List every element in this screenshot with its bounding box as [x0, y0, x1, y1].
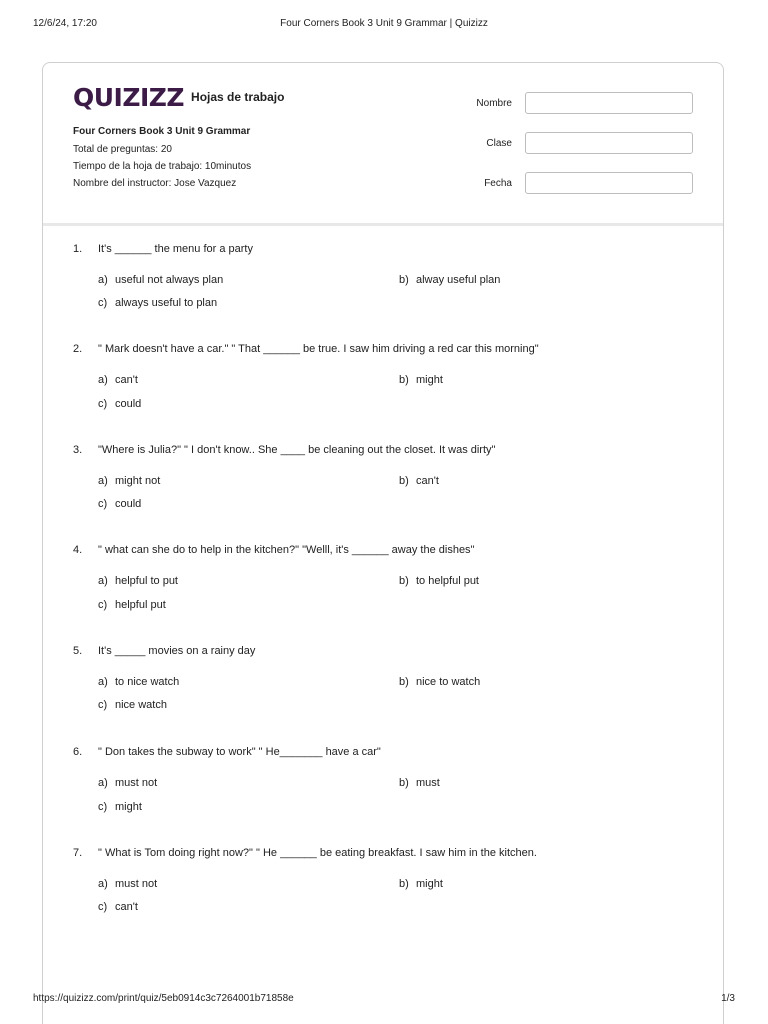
question-item: [73, 444, 693, 534]
print-footer: [33, 993, 735, 1007]
question-number: 3.: [73, 444, 83, 456]
class-input[interactable]: [525, 132, 693, 154]
question-number: 1.: [73, 243, 83, 255]
answer-option: a) must not: [98, 777, 158, 789]
question-item: [73, 544, 693, 634]
question-number: 2.: [73, 343, 83, 355]
quiz-title: Four Corners Book 3 Unit 9 Grammar: [73, 126, 251, 137]
answer-option: b) might: [399, 878, 443, 890]
page-number: 1/3: [721, 993, 735, 1004]
answer-option: c) helpful put: [98, 599, 166, 611]
answer-option: c) always useful to plan: [98, 297, 218, 309]
question-text: " Mark doesn't have a car." " That ______ be true. I saw him driving a red car this morning": [98, 343, 539, 355]
answer-option: a) helpful to put: [98, 575, 178, 587]
instructor-name: Nombre del instructor: Jose Vazquez: [73, 178, 237, 189]
question-item: [73, 645, 693, 735]
question-text: "Where is Julia?" " I don't know.. She ____ be cleaning out the closet. It was dirty": [98, 444, 496, 456]
worksheet-time: Tiempo de la hoja de trabajo: 10minutos: [73, 161, 252, 172]
name-field: [476, 91, 693, 115]
logo-wordmark: QUIZIZZ: [73, 82, 185, 112]
worksheet-header: [43, 63, 723, 226]
class-field: [486, 131, 693, 155]
answer-option: b) must: [399, 777, 440, 789]
answer-option: c) might: [98, 801, 142, 813]
print-datetime: 12/6/24, 17:20: [33, 18, 97, 29]
question-item: [73, 343, 693, 433]
question-number: 6.: [73, 746, 83, 758]
total-questions: Total de preguntas: 20: [73, 144, 172, 155]
question-text: It's ______ the menu for a party: [98, 243, 253, 255]
answer-option: b) alway useful plan: [399, 274, 501, 286]
class-label: Clase: [486, 137, 512, 149]
question-item: [73, 243, 693, 333]
worksheet: [42, 62, 724, 1024]
name-label: Nombre: [476, 97, 512, 109]
answer-option: c) could: [98, 398, 142, 410]
print-url: https://quizizz.com/print/quiz/5eb0914c3c7264001b71858e: [33, 993, 294, 1004]
answer-option: c) can't: [98, 901, 138, 913]
answer-option: b) nice to watch: [399, 676, 481, 688]
question-item: [73, 746, 693, 836]
date-input[interactable]: [525, 172, 693, 194]
answer-option: c) could: [98, 498, 142, 510]
question-text: " What is Tom doing right now?" " He ______ be eating breakfast. I saw him in the kitchen.: [98, 847, 537, 859]
question-text: " what can she do to help in the kitchen?" "Welll, it's ______ away the dishes": [98, 544, 475, 556]
print-document-title: Four Corners Book 3 Unit 9 Grammar | Quizizz: [280, 18, 488, 29]
answer-option: b) can't: [399, 475, 439, 487]
answer-option: c) nice watch: [98, 699, 167, 711]
answer-option: a) can't: [98, 374, 138, 386]
answer-option: a) must not: [98, 878, 158, 890]
quiz-meta: [73, 126, 251, 195]
print-header: [33, 18, 735, 32]
quizizz-logo: [73, 83, 284, 111]
answer-option: a) might not: [98, 475, 161, 487]
answer-option: a) to nice watch: [98, 676, 180, 688]
date-field: [484, 171, 693, 195]
answer-option: b) might: [399, 374, 443, 386]
answer-option: a) useful not always plan: [98, 274, 224, 286]
question-text: " Don takes the subway to work" " He_______ have a car": [98, 746, 381, 758]
logo-subtitle: Hojas de trabajo: [191, 90, 285, 104]
question-number: 5.: [73, 645, 83, 657]
date-label: Fecha: [484, 177, 512, 189]
name-input[interactable]: [525, 92, 693, 114]
question-number: 4.: [73, 544, 83, 556]
question-item: [73, 847, 693, 937]
question-text: It's _____ movies on a rainy day: [98, 645, 256, 657]
answer-option: b) to helpful put: [399, 575, 479, 587]
question-number: 7.: [73, 847, 83, 859]
